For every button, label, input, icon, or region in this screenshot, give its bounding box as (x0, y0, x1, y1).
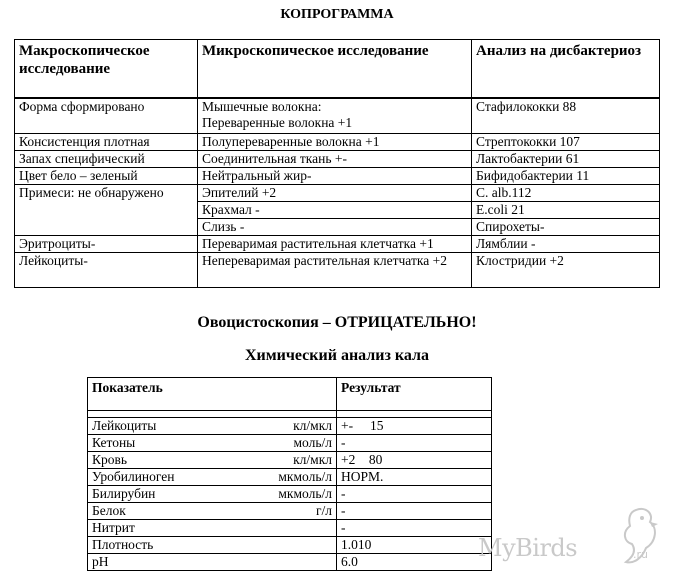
chem-indicator-name: Плотность (92, 537, 154, 552)
micro-cell: Эпителий +2 (198, 185, 472, 202)
micro-cell: Нейтральный жир- (198, 168, 472, 185)
chem-row (88, 486, 492, 503)
dysbact-cell: Лямблии - (472, 236, 660, 253)
micro-cell: Соединительная ткань +- (198, 151, 472, 168)
watermark-suffix: .ru (633, 548, 648, 561)
chem-indicator-cell (88, 520, 337, 537)
chem-result-cell: НОРМ. (337, 469, 492, 486)
chem-row (88, 503, 492, 520)
dysbact-cell: Клостридии +2 (472, 253, 660, 288)
chem-indicator-cell (88, 418, 337, 435)
chem-indicator-unit: моль/л (293, 435, 332, 450)
chem-indicator-unit: кл/мкл (293, 418, 332, 433)
table-row (15, 219, 660, 236)
macro-cell: Консистенция плотная (15, 134, 198, 151)
chem-row (88, 537, 492, 554)
chem-row (88, 452, 492, 469)
chem-indicator-name: pH (92, 554, 109, 569)
macro-cell (15, 219, 198, 236)
chem-indicator-cell (88, 452, 337, 469)
chem-result-cell: - (337, 486, 492, 503)
chem-row (88, 554, 492, 571)
chem-row (88, 520, 492, 537)
macro-cell: Форма сформировано (15, 99, 198, 134)
macro-cell (15, 202, 198, 219)
bird-logo-icon (606, 502, 666, 572)
chem-indicator-name: Белок (92, 503, 126, 518)
dysbact-cell: Стрептококки 107 (472, 134, 660, 151)
chem-result-cell: - (337, 503, 492, 520)
chem-result-cell: +2 80 (337, 452, 492, 469)
micro-cell: Слизь - (198, 219, 472, 236)
macro-cell: Запах специфический (15, 151, 198, 168)
table-row (15, 99, 660, 134)
dysbact-cell: E.coli 21 (472, 202, 660, 219)
chem-indicator-cell (88, 503, 337, 520)
chem-indicator-cell (88, 554, 337, 571)
macro-cell: Эритроциты- (15, 236, 198, 253)
micro-cell (198, 99, 472, 134)
micro-cell: Переваримая растительная клетчатка +1 (198, 236, 472, 253)
macro-cell: Цвет бело – зеленый (15, 168, 198, 185)
coprogram-table (14, 39, 660, 288)
header-indicator: Показатель (88, 378, 337, 411)
watermark (478, 508, 668, 578)
header-dysbacteriosis: Анализ на дисбактериоз (472, 40, 660, 98)
header-result: Результат (337, 378, 492, 411)
dysbact-cell: Стафилококки 88 (472, 99, 660, 134)
table-row (15, 202, 660, 219)
chem-result-cell: 1.010 (337, 537, 492, 554)
chem-indicator-name: Уробилиноген (92, 469, 175, 484)
macro-cell: Примеси: не обнаружено (15, 185, 198, 202)
header-micro: Микроскопическое исследование (198, 40, 472, 98)
chem-indicator-cell (88, 469, 337, 486)
chem-indicator-cell (88, 435, 337, 452)
header-macro: Макроскопическое исследование (15, 40, 198, 98)
chem-indicator-name: Кровь (92, 452, 128, 467)
chem-header-row (88, 378, 492, 411)
chem-result-cell: +- 15 (337, 418, 492, 435)
dysbact-cell: C. alb.112 (472, 185, 660, 202)
chem-indicator-name: Лейкоциты (92, 418, 157, 433)
micro-text: Мышечные волокна: Переваренные волокна +1 (202, 99, 353, 130)
chem-result-cell: - (337, 520, 492, 537)
table-row (15, 236, 660, 253)
chem-row (88, 435, 492, 452)
macro-cell: Лейкоциты- (15, 253, 198, 288)
chem-row (88, 469, 492, 486)
dysbact-cell: Бифидобактерии 11 (472, 168, 660, 185)
watermark-text: MyBirds (478, 534, 578, 562)
table-row (15, 253, 660, 288)
table-row (15, 168, 660, 185)
dysbact-cell: Спирохеты- (472, 219, 660, 236)
ovocystoscopy-title: Овоцистоскопия – ОТРИЦАТЕЛЬНО! (197, 314, 477, 331)
micro-cell: Непереваримая растительная клетчатка +2 (198, 253, 472, 288)
micro-cell: Полупереваренные волокна +1 (198, 134, 472, 151)
chem-indicator-unit: кл/мкл (293, 452, 332, 467)
chem-indicator-name: Билирубин (92, 486, 156, 501)
chem-indicator-unit: г/л (315, 503, 332, 518)
chem-row (88, 418, 492, 435)
chem-indicator-name: Нитрит (92, 520, 135, 535)
page-title: КОПРОГРАММА (280, 7, 394, 22)
chem-indicator-name: Кетоны (92, 435, 136, 450)
coprogram-header-row (15, 40, 660, 98)
chemical-analysis-title: Химический анализ кала (244, 347, 430, 364)
chem-indicator-unit: мкмоль/л (278, 469, 332, 484)
micro-cell: Крахмал - (198, 202, 472, 219)
chem-indicator-cell (88, 537, 337, 554)
chem-result-cell: - (337, 435, 492, 452)
table-row (15, 185, 660, 202)
chem-indicator-cell (88, 486, 337, 503)
chem-indicator-unit: мкмоль/л (278, 486, 332, 501)
chem-result-cell: 6.0 (337, 554, 492, 571)
table-row (15, 134, 660, 151)
table-row (15, 151, 660, 168)
chemical-analysis-table (87, 377, 492, 571)
dysbact-cell: Лактобактерии 61 (472, 151, 660, 168)
